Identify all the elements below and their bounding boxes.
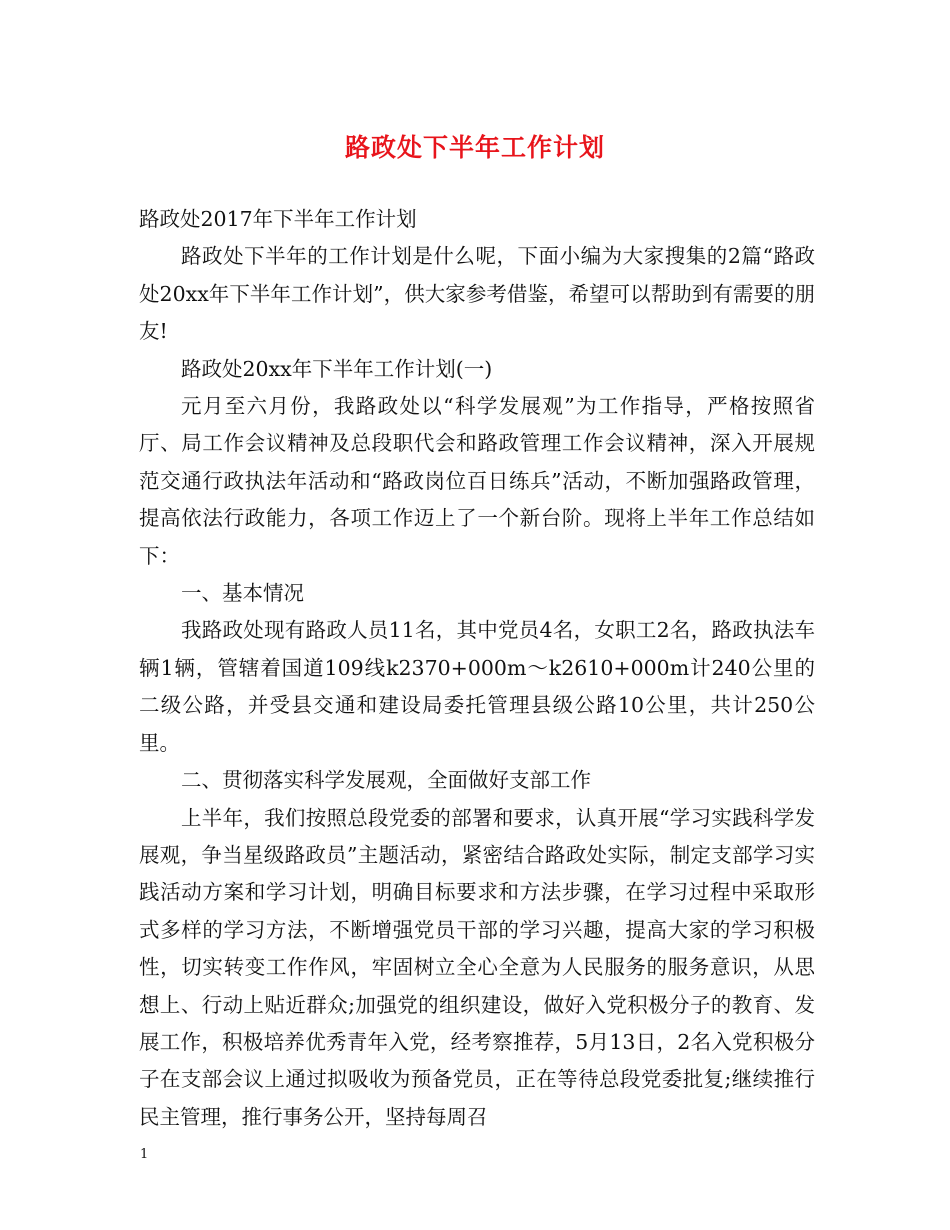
section-heading: 二、贯彻落实科学发展观，全面做好支部工作 xyxy=(181,768,591,793)
page-number: 1 xyxy=(140,1147,149,1162)
paragraph: 路政处20xx年下半年工作计划(一) xyxy=(181,356,493,381)
document-title: 路政处下半年工作计划 xyxy=(344,133,605,162)
paragraph: 我路政处现有路政人员11名，其中党员4名，女职工2名，路政执法车辆1辆，管辖着国道109线k2370+000m～k2610+000m计240公里的二级公路，并受县交通和建设局委托管理县级公路10公里，共计250公里。 xyxy=(139,618,815,755)
document-body xyxy=(139,201,815,1136)
paragraph: 路政处2017年下半年工作计划 xyxy=(139,207,417,231)
paragraph: 路政处下半年的工作计划是什么呢，下面小编为大家搜集的2篇“路政处20xx年下半年工作计划”，供大家参考借鉴，希望可以帮助到有需要的朋友! xyxy=(139,244,815,344)
paragraph: 上半年，我们按照总段党委的部署和要求，认真开展“学习实践科学发展观，争当星级路政员”主题活动，紧密结合路政处实际，制定支部学习实践活动方案和学习计划，明确目标要求和方法步骤，在学习过程中采取形式多样的学习方法，不断增强党员干部的学习兴趣，提高大家的学习积极性，切实转变工作作风，牢固树立全心全意为人民服务的服务意识，从思想上、行动上贴近群众;加强党的组织建设，做好入党积极分子的教育、发展工作，积极培养优秀青年入党，经考察推荐，5月13日，2名入党积极分子在支部会议上通过拟吸收为预备党员，正在等待总段党委批复;继续推行民主管理，推行事务公开，坚持每周召 xyxy=(139,805,815,1129)
paragraph: 元月至六月份，我路政处以“科学发展观”为工作指导，严格按照省厅、局工作会议精神及总段职代会和路政管理工作会议精神，深入开展规范交通行政执法年活动和“路政岗位百日练兵”活动，不断加强路政管理，提高依法行政能力，各项工作迈上了一个新台阶。现将上半年工作总结如下： xyxy=(139,394,815,568)
section-heading: 一、基本情况 xyxy=(181,581,304,606)
